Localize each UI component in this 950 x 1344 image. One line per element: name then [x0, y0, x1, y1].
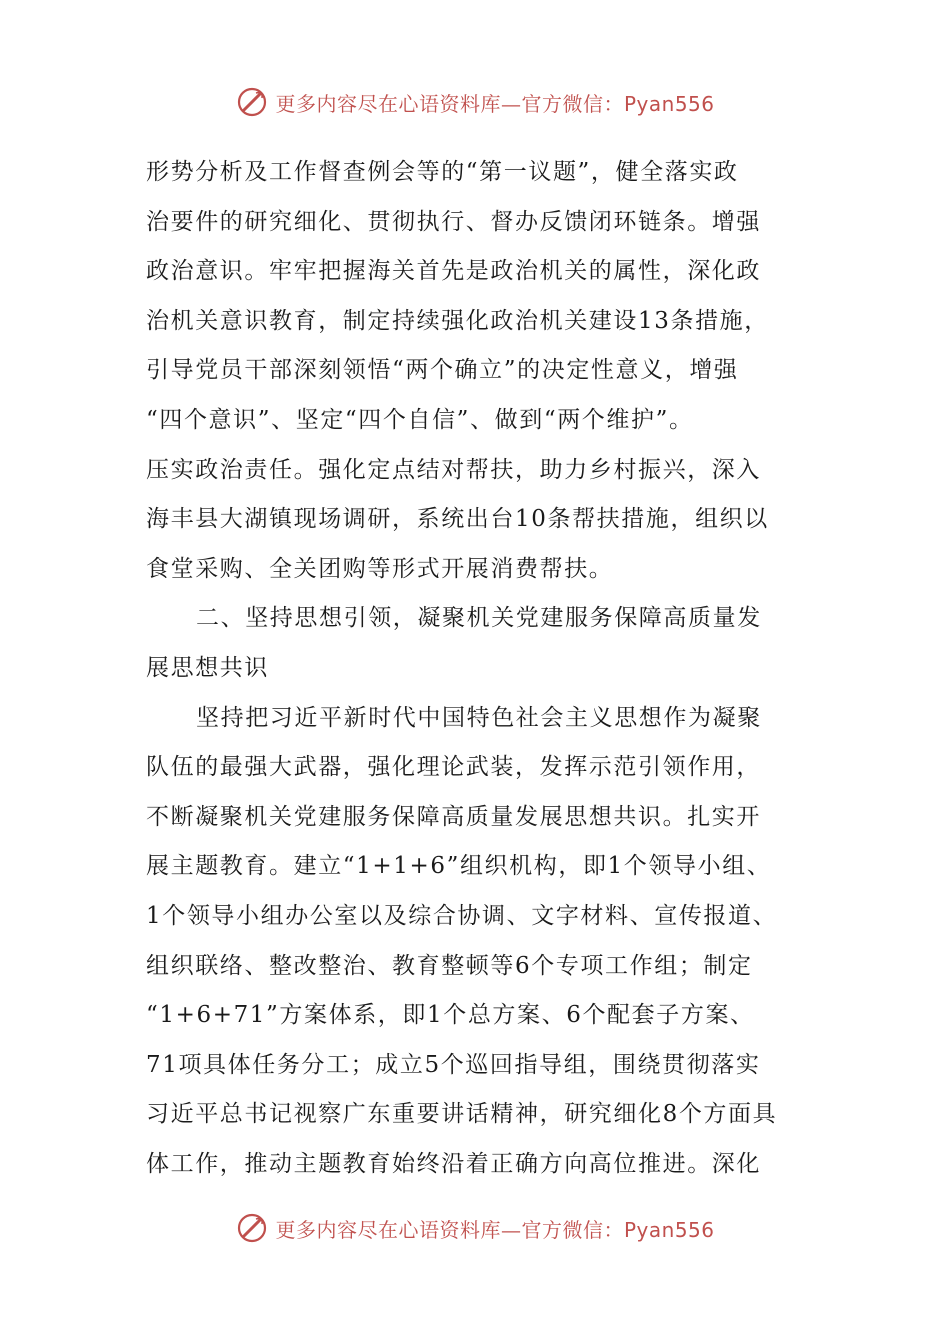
paragraph-line: “四个意识”、坚定“四个自信”、做到“两个维护”。: [146, 406, 694, 433]
paragraph-line: 队伍的最强大武器，强化理论武装，发挥示范引领作用，: [146, 754, 761, 781]
footer-wechat-id: Pyan556: [623, 1217, 715, 1242]
footer-banner-text: 更多内容尽在心语资料库—官方微信：Pyan556: [275, 1217, 715, 1242]
paragraph-line: 组织联络、整改整治、教育整顿等6个专项工作组；制定: [146, 952, 753, 979]
paragraph-line: 不断凝聚机关党建服务保障高质量发展思想共识。扎实开: [146, 803, 761, 830]
paragraph-line: 坚持把习近平新时代中国特色社会主义思想作为凝聚: [196, 704, 762, 731]
paragraph-line: 71项具体任务分工；成立5个巡回指导组，围绕贯彻落实: [146, 1051, 761, 1078]
paragraph-line: “1+6+71”方案体系，即1个总方案、6个配套子方案、: [146, 1002, 755, 1029]
paragraph-line: 治要件的研究细化、贯彻执行、督办反馈闭环链条。增强: [146, 208, 761, 235]
paragraph-line: 引导党员干部深刻领悟“两个确立”的决定性意义，增强: [146, 357, 739, 384]
paragraph-line: 压实政治责任。强化定点结对帮扶，助力乡村振兴，深入: [146, 456, 761, 483]
paragraph-line: 治机关意识教育，制定持续强化政治机关建设13条措施，: [146, 307, 769, 334]
paragraph-line: 习近平总书记视察广东重要讲话精神，研究细化8个方面具: [146, 1101, 778, 1128]
section-heading-line: 二、坚持思想引领，凝聚机关党建服务保障高质量发: [196, 605, 762, 632]
paragraph-line: 食堂采购、全关团购等形式开展消费帮扶。: [146, 555, 614, 582]
header-banner-text: 更多内容尽在心语资料库—官方微信：Pyan556: [275, 91, 715, 116]
header-banner: [0, 82, 950, 122]
paragraph-line: 形势分析及工作督查例会等的“第一议题”，健全落实政: [146, 159, 739, 185]
paragraph-line: 展主题教育。建立“1+1+6”组织机构，即1个领导小组、: [146, 853, 772, 880]
pen-logo-icon: [235, 85, 269, 119]
header-wechat-id: Pyan556: [623, 91, 715, 116]
pen-logo-icon: [235, 1211, 269, 1245]
paragraph-line: 体工作，推动主题教育始终沿着正确方向高位推进。深化: [146, 1150, 761, 1177]
paragraph-line: 1个领导小组办公室以及综合协调、文字材料、宣传报道、: [146, 902, 778, 929]
paragraph-line: 政治意识。牢牢把握海关首先是政治机关的属性，深化政: [146, 258, 761, 285]
paragraph-line: 海丰县大湖镇现场调研，系统出台10条帮扶措施，组织以: [146, 506, 769, 533]
document-body: [146, 148, 816, 1189]
footer-banner: [0, 1208, 950, 1248]
section-heading-line: 展思想共识: [146, 654, 269, 681]
